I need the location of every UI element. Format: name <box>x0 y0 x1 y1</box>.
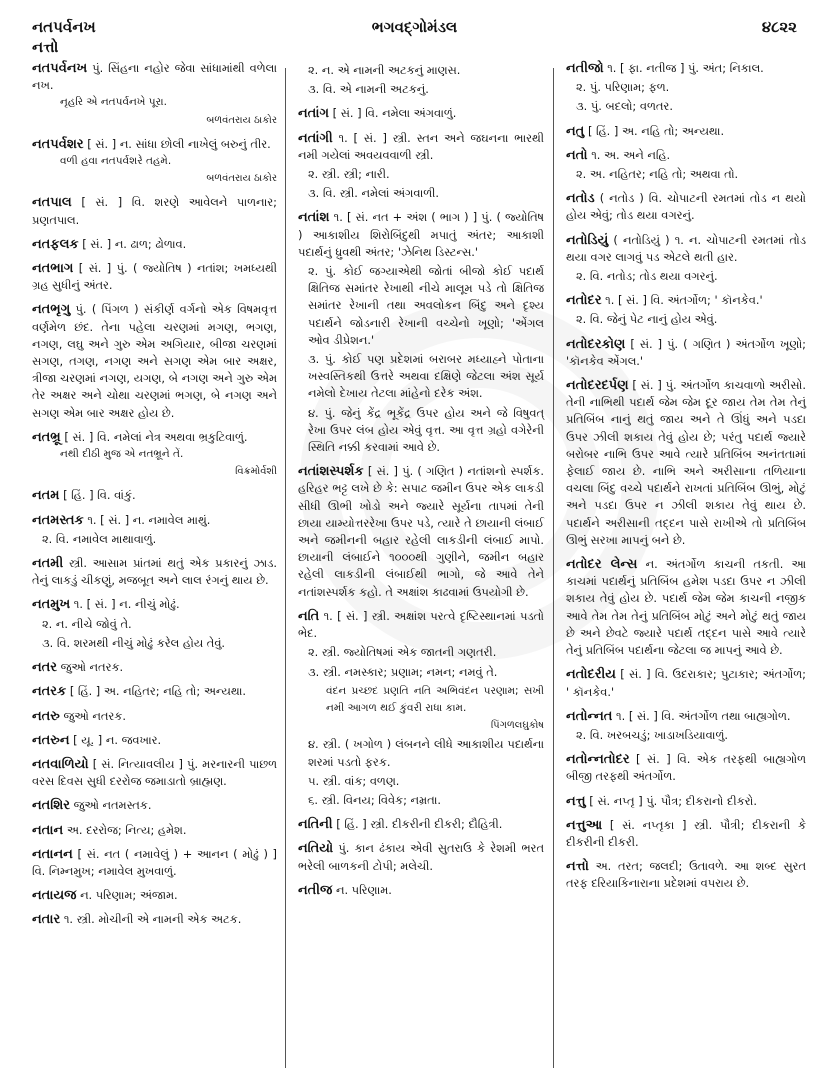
citation: પિંગળલઘુકોષ <box>490 720 544 732</box>
entry-body: [ સં. ] પું. ( ગણિત ) અંતર્ગોળ ખૂણો; 'કૉનકેવ એંગલ.' <box>566 336 806 368</box>
entry-definition <box>566 793 806 810</box>
sense: ૪. પું. જેનું કેંદ્ર ભૂકેંદ્ર ઉપર હોય અને જે વિષુવત્ રેખા ઉપર લંબ હોય એવું વૃત્ત. આ વૃત્ત ગ્રહો વગેરેની સ્થિતિ નક્કી કરવામાં આવે છે. <box>308 405 544 455</box>
entry-definition <box>566 666 806 700</box>
entry-definition <box>32 260 277 294</box>
guide-word-top: નતપર્વનખ <box>32 18 96 36</box>
entry-definition <box>32 887 277 904</box>
headword: નતોન્નત <box>566 708 613 724</box>
entry-definition <box>32 732 277 749</box>
entry-body: [ સં. ] વિ. એક તરફથી બાહ્યગોળ બીજી તરફથી અંતર્ગોળ. <box>566 752 806 784</box>
entry-body: ૧. [ સં. નત + અંશ ( ભાગ ) ] પું. ( જ્યોતિષ ) આકાશીય શિરોબિંદુથી મપાતું અંતર; આકાશી પદાર્થનું ધ્રુવથી અંતર; 'ઝેનિથ ડિસ્ટન્સ.' <box>298 210 544 259</box>
headword: નત્તો <box>566 859 589 875</box>
headword: નતવાળિયો <box>32 756 89 772</box>
entry-definition <box>566 751 806 785</box>
dictionary-entry <box>32 555 277 589</box>
entry-definition <box>32 429 277 446</box>
dictionary-entry <box>32 846 277 880</box>
dictionary-entry <box>32 756 277 790</box>
headword: નતપાલ <box>32 195 72 211</box>
entry-body: ન. અંતર્ગોળ કાચની તકતી. આ કાચમાં પદાર્થનું પ્રતિબિંબ હમેશ પડદા ઉપર ન ઝીલી શકાય તેવું હોય છે. પદાર્થ જેમ જેમ કાચની નજીક આવે તેમ તેમ તેનું પ્રતિબિંબ મોટું અને મોટું થતું જાય છે અને છેવટે જ્યારે પદાર્થ તદ્દન પાસે આવે ત્યારે તેનું પ્રતિબિંબ પદાર્થના જેટલા જ માપનું આવે છે. <box>566 557 807 658</box>
entry-body: [ સં. ] વિ. શરણે આવેલને પાળનાર; પ્રણતપાલ. <box>32 195 278 227</box>
entry-definition <box>566 336 806 370</box>
entry-body: [ સં. ] પું. અંતર્ગોળ કાચવાળો અરીસો. તેની નાભિથી પદાર્થ જેમ જેમ દૂર જાય તેમ તેમ તેનું પ્રતિબિંબ નાનું થતું જાય અને તે ઊંધું અને પડદા ઉપર ઝીલી શકાય તેવું હોય છે; પરંતુ પદાર્થ જ્યારે બરોબર નાભિ ઉપર આવે ત્યારે પ્રતિબિંબ અનંતતામાં ફેલાઈ જાય છે. નાભિ અને અરીસાના તળિયાના વચલા બિંદુ વચ્ચે પદાર્થને રાખતાં પ્રતિબિંબ ઊભું, મોટું અને પડદા ઉપર ન ઝીલી શકાય તેવું થાય છે. પદાર્થને અરીસાની તદ્દન પાસે રાખીએ તો પ્રતિબિંબ ઊભું સરખા માપનું બને છે. <box>566 378 806 547</box>
dictionary-entry <box>32 260 277 294</box>
entry-definition <box>566 292 806 309</box>
dictionary-entry <box>566 751 806 785</box>
headword: નતભ્રૂ <box>32 429 61 445</box>
entry-body: ૧. [ સં. ] ન. નીચું મોઢું. <box>73 597 180 612</box>
column-divider <box>553 68 554 1068</box>
headword: નતફલક <box>32 236 79 252</box>
dictionary-entry <box>566 292 806 328</box>
entry-body: [ હિં. ] સ્ત્રી. દીકરીની દીકરી; દૌહિત્રી. <box>336 817 503 832</box>
headword: નતોદરદર્પણ <box>566 378 629 394</box>
entry-body: [ હિં. ] અ. નહિતર; નહિ તો; અન્યથા. <box>69 684 247 699</box>
entry-body: [ સં. ] પું. ( ગણિત ) નતાંશનો સ્પર્શક. હરિહર ભટ્ટ લખે છે કે: સપાટ જમીન ઉપર એક લાકડી સીધી ઊભી ખોડો અને જ્યારે સૂર્યના તાપમાં તેની છાયા યામ્યોત્તરરેખા ઉપર પડે, ત્યારે તે છાયાની લંબાઈ અને જમીનની બહાર રહેલી લાકડીની લંબાઈ માપો. છાયાની લંબાઈને ૧૦૦૦થી ગુણીને, જમીન બહાર રહેલી લાકડીની લંબાઈથી ભાગો, જે આવે તેને નતાંશસ્પર્શક કહો. તે અક્ષાંશ કાઢવામાં ઉપયોગી છે. <box>298 464 544 599</box>
citation: બળવંતરાય ઠાકોર <box>206 114 277 126</box>
entry-body: જુઓ નતમસ્તક. <box>73 798 152 813</box>
entry-definition <box>566 147 806 164</box>
entry-body: ૧. સ્ત્રી. મોચીની એ નામની એક અટક. <box>63 912 242 927</box>
dictionary-entry <box>32 60 277 129</box>
entry-body: ૧. અ. અને નહિ. <box>591 147 671 162</box>
headword: નતિની <box>298 817 333 833</box>
sense: ૨. ન. નીચે જોવું તે. <box>42 616 132 631</box>
entry-body: પું. કાન ઢંકાય એવી સુતરાઉ કે રેશમી ભરત ભરેલી બાળકની ટોપી; મલેચી. <box>298 841 544 873</box>
headword: નતપર્વશર <box>32 136 84 152</box>
entry-definition <box>566 858 806 892</box>
headword: નતોદર <box>566 293 602 309</box>
entry-body: અ. દરરોજ; નિત્ય; હમેશ. <box>66 822 187 837</box>
sense: ૩. પું. બદલો; વળતર. <box>576 99 673 114</box>
dictionary-entry <box>566 147 806 183</box>
entry-definition <box>32 683 277 700</box>
headword: નતપર્વનખ <box>32 61 88 76</box>
sense: ૩. વિ. સ્ત્રી. નમેલાં અંગવાળી. <box>308 186 439 201</box>
citation: બળવંતરાય ઠાકોર <box>206 173 277 185</box>
entry-body: [ સં. ] વિ. ઉદરાકાર; પુટાકાર; અંતર્ગોળ; ' કૉનકેવ.' <box>566 667 807 699</box>
column-1 <box>32 60 277 936</box>
column-divider <box>285 68 286 1068</box>
headword: નતોદરીય <box>566 667 616 683</box>
dictionary-entry <box>32 136 277 188</box>
sense: ૨. વિ. નતોડ; તોડ થયા વગરનું. <box>576 269 718 284</box>
dictionary-entry <box>298 816 544 833</box>
entry-body: ૧. [ સં. ] સ્ત્રી. સ્તન અને જઘનના ભારથી નમી ગયેલાં અવયવવાળી સ્ત્રી. <box>298 130 544 162</box>
headword: નતમી <box>32 556 64 572</box>
entry-body: [ સં. ] વિ. નમેલા અંગવાળું. <box>332 106 457 121</box>
entry-definition <box>32 487 277 504</box>
column-2 <box>298 60 544 906</box>
headword: નતમસ્તક <box>32 512 84 528</box>
entry-definition <box>32 60 277 94</box>
sense: ૨. પું. કોઈ જગ્યાએથી જોતાં બીજો કોઈ પદાર્થ ક્ષિતિજ સમાંતર રેખાથી નીચે માલૂમ પડે તો ક્ષિતિજ સમાંતર રેખાની તથા અવલોકન બિંદુ અને દૃશ્ય પદાર્થને જોડનારી રેખાની વચ્ચેનો ખૂણો; 'એંગલ ઓવ ડીપ્રેશન.' <box>308 264 544 347</box>
sense: ૨. ન. એ નામની અટકનું માણસ. <box>308 63 461 77</box>
quotation: વંદન પ્રચ્છદ પ્રણતિ નતિ અભિવંદન પરણામ; સખી નમી આગળ થઈ કુંવરી રાધા કામ. <box>326 684 544 714</box>
entry-body: પું. સિંહના નહોર જેવા સાંધામાંથી વળેલા નખ. <box>32 61 277 93</box>
dictionary-entry <box>32 194 277 228</box>
entry-definition <box>566 708 806 725</box>
headword: નતાનન <box>32 846 73 862</box>
headword: નતશિર <box>32 798 70 814</box>
dictionary-entry <box>298 882 544 899</box>
entry-body: [ સં. ] ન. સાંધા છોલી નાખેલું બરુનું તીર. <box>87 136 271 151</box>
entry-body: ન. પરિણામ; અંજામ. <box>80 888 178 903</box>
entry-body: [ યૂ. ] ન. જવખાર. <box>73 732 162 747</box>
entry-body: ( નતોડિયું ) ૧. ન. ચોપાટની રમતમાં તોડ થયા વગર લાગવું પડ એટલે થતી હાર. <box>566 232 806 264</box>
dictionary-entry <box>298 608 544 809</box>
entry-body: ૧. [ સં. ] સ્ત્રી. અક્ષાંશ પરત્વે દૃષ્ટિસ્થાનમાં પડતો ભેદ. <box>298 608 544 641</box>
headword: નતીજ <box>298 882 333 898</box>
dictionary-entry <box>566 190 806 224</box>
entry-definition <box>32 555 277 589</box>
headword: નતો <box>566 147 588 163</box>
quotation: નથી દીઠી મુજ એ નતભ્રૂને તેં. <box>60 448 184 461</box>
entry-definition <box>32 659 277 676</box>
entry-body: ૧. [ ફા. નતીજ ] પું. અંત; નિકાલ. <box>607 61 764 75</box>
dictionary-entry <box>298 209 544 456</box>
entry-body: સ્ત્રી. આસામ પ્રાંતમાં થતું એક પ્રકારનું ઝાડ. તેનું લાકડું ચીકણું, મજબૂત અને લાલ રંગનું થાય છે. <box>32 556 277 588</box>
headword: નતાંગી <box>298 130 333 146</box>
headword: નતાર <box>32 912 61 928</box>
entry-definition <box>566 60 806 77</box>
page-header <box>32 18 797 54</box>
headword: નતમુખ <box>32 597 71 613</box>
entry-definition <box>566 377 806 549</box>
sense: ૩. વિ. શરમથી નીચું મોઢું કરેલ હોય તેવું. <box>42 635 226 650</box>
entry-definition <box>32 301 277 421</box>
dictionary-entry <box>32 301 277 421</box>
entry-body: પું. ( પિંગળ ) સંકીર્ણ વર્ગનો એક વિષમવૃત્ત વર્ણમેળ છંદ. તેના પહેલા ચરણમાં મગણ, ભગણ, નગણ, લઘુ અને ગુરુ એમ અગિયાર, બીજા ચરણમાં સગણ, તગણ, નગણ અને સગણ એમ બાર અક્ષર, ત્રીજા ચરણમાં નગણ, યગણ, બે નગણ અને ગુરુ એમ તેર અક્ષર અને ચોથા ચરણમાં ભગણ, બે નગણ અને સગણ એમ બાર અક્ષર હોય છે. <box>32 302 277 420</box>
entry-definition <box>298 840 544 874</box>
sense: ૩. પું. કોઈ પણ પ્રદેશમાં બરાબર મધ્યાહ્ને પોતાના ખસ્વસ્તિકથી ઉત્તરે અથવા દક્ષિણે જેટલા અંશ સૂર્ય નમેલો દેખાય તેટલા માંહેનો દરેક અંશ. <box>308 352 544 401</box>
entry-definition <box>32 797 277 814</box>
dictionary-entry <box>298 840 544 874</box>
dictionary-entry <box>566 336 806 370</box>
headword: નતર <box>32 660 58 676</box>
entry-definition <box>566 123 806 140</box>
entry-definition <box>32 512 277 529</box>
entry-body: [ હિં. ] વિ. વાંકું. <box>63 488 136 503</box>
entry-definition <box>566 232 806 266</box>
entry-body: [ સં. નિત્યાવલીય ] પું. મરનારની પાછળ વરસ દિવસ સુધી દરરોજ જમાડાતો બ્રાહ્મણ. <box>32 756 277 789</box>
entry-body: ૧. [ સં. ] વિ. અંતર્ગોળ તથા બાહ્યગોળ. <box>616 708 791 723</box>
dictionary-entry <box>566 858 806 892</box>
entry-body: અ. તરત; જલદી; ઉતાવળે. આ શબ્દ સુરત તરફ દરિયાકિનારાના પ્રદેશમાં વપરાય છે. <box>566 859 806 891</box>
sense: ૨. સ્ત્રી. સ્ત્રી; નારી. <box>308 167 390 182</box>
entry-definition <box>32 822 277 839</box>
headword: નતાંગ <box>298 106 329 122</box>
headword: નતોડિયું <box>566 232 609 248</box>
entry-definition <box>32 756 277 790</box>
dictionary-entry <box>32 822 277 839</box>
entry-definition <box>298 608 544 642</box>
entry-definition <box>32 596 277 613</box>
entry-definition <box>32 911 277 928</box>
entry-definition <box>32 136 277 153</box>
entry-definition <box>566 190 806 224</box>
headword: નતાંશ <box>298 210 330 226</box>
dictionary-entry <box>566 666 806 700</box>
dictionary-entry <box>298 62 544 98</box>
headword: નતિયો <box>298 841 334 857</box>
entry-definition <box>566 556 806 659</box>
entry-body: [ સં. નપ્તૃકા ] સ્ત્રી. પૌત્રી; દીકરાની કે દીકરીની દીકરી. <box>566 817 806 849</box>
entry-body: [ સં. ] ન. ઢાળ; ઢોળાવ. <box>82 236 187 251</box>
entry-definition <box>298 130 544 164</box>
entry-body: [ સં. ] પું. ( જ્યોતિષ ) નતાંશ; ખમધ્યથી ગ્રહ સુધીનું અંતર. <box>32 261 277 293</box>
sense: ૩. સ્ત્રી. નમસ્કાર; પ્રણામ; નમન; નમવું તે. <box>308 664 498 679</box>
dictionary-entry <box>298 130 544 203</box>
dictionary-entry <box>32 887 277 904</box>
entry-body: [ સં. નપ્તૃ ] પું. પૌત્ર; દીકરાનો દીકરો. <box>589 793 757 808</box>
entry-definition <box>566 817 806 851</box>
quotation: વળી હવા નતપર્વશરે તહમે. <box>60 155 172 168</box>
entry-body: જુઓ નતરક. <box>63 708 126 723</box>
entry-body: ૧. [ સં. ] ન. નમાવેલ માથું. <box>87 512 211 527</box>
citation: વિક્રમોર્વશી <box>235 466 277 478</box>
dictionary-entry <box>566 60 806 116</box>
dictionary-entry <box>32 512 277 548</box>
headword: નતોન્નતોદર <box>566 752 630 768</box>
sense: ૨. વિ. ખરબચડું; ખાડાખડિયાવાળું. <box>576 727 728 742</box>
entry-body: [ સં. ] વિ. નમેલાં નેત્ર અથવા ભ્રકુટિવાળું. <box>64 429 248 444</box>
headword: નતીજો <box>566 61 604 76</box>
headword: નતાંશસ્પર્શક <box>298 464 364 480</box>
entry-body: ન. પરિણામ. <box>335 882 392 897</box>
dictionary-entry <box>566 817 806 851</box>
entry-definition <box>298 105 544 122</box>
dictionary-entry <box>32 429 277 481</box>
headword: નતાન <box>32 822 64 838</box>
dictionary-entry <box>566 556 806 659</box>
sense: ૨. સ્ત્રી. જ્યોતિષમાં એક જાતની ગણતરી. <box>308 645 497 660</box>
entry-body: [ હિં. ] અ. નહિ તો; અન્યથા. <box>587 123 725 138</box>
dictionary-entry <box>566 708 806 744</box>
headword: નત્તુઆ <box>566 817 603 833</box>
entry-definition <box>32 846 277 880</box>
quotation: નૃહરિ એ નતપર્વનખે પૂરા. <box>60 96 167 109</box>
entry-definition <box>32 236 277 253</box>
headword: નતાયજ <box>32 888 77 904</box>
entry-body: જુઓ નતરક. <box>60 660 124 675</box>
dictionary-entry <box>32 659 277 676</box>
dictionary-entry <box>32 732 277 749</box>
headword: નતમ <box>32 488 60 504</box>
sense: ૩. વિ. એ નામની અટકનું. <box>308 82 429 97</box>
entry-body: ( નતોડ ) વિ. ચોપાટની રમતમાં તોડ ન થયો હોય એવું; તોડ થયા વગરનું. <box>566 191 806 223</box>
dictionary-entry <box>566 123 806 140</box>
headword: નતુ <box>566 123 585 139</box>
headword: નતભાગ <box>32 261 74 277</box>
sense: ૨. વિ. જેનું પેટ નાનું હોય એવું. <box>576 312 718 327</box>
headword: નતોદર લેન્સ <box>566 557 638 573</box>
dictionary-entry <box>566 232 806 286</box>
entry-definition <box>32 708 277 725</box>
dictionary-entry <box>32 683 277 700</box>
dictionary-entry <box>566 377 806 549</box>
dictionary-entry <box>32 797 277 814</box>
dictionary-entry <box>298 463 544 601</box>
dictionary-entry <box>566 793 806 810</box>
entry-definition <box>298 882 544 899</box>
dictionary-entry <box>32 487 277 504</box>
headword: નત્તુ <box>566 793 586 809</box>
guide-word-bottom: નત્તો <box>32 38 59 56</box>
headword: નતરુન <box>32 732 70 748</box>
entry-definition <box>298 209 544 261</box>
dictionary-entry <box>32 596 277 652</box>
dictionary-entry <box>32 911 277 928</box>
entry-definition <box>298 463 544 601</box>
headword: નતોડ <box>566 191 595 207</box>
entry-body: [ સં. નત ( નમાવેલું ) + આનન ( મોઢું ) ] વિ. નિમ્નમુખ; નમાવેલ મુખવાળું. <box>32 846 277 878</box>
sense: ૨. વિ. નમાવેલ માથાવાળું. <box>42 531 157 546</box>
sense: ૨. પું. પરિણામ; ફળ. <box>576 80 670 95</box>
headword: નતોદરકોણ <box>566 336 626 352</box>
sense: ૬. સ્ત્રી. વિનય; વિવેક; નમ્રતા. <box>308 792 442 807</box>
headword: નતરુ <box>32 708 60 724</box>
headword: નતિ <box>298 608 320 624</box>
entry-body: ૧. [ સં. ] વિ. અંતર્ગોળ; ' કૉનકેવ.' <box>605 293 763 308</box>
headword: નતભૃગુ <box>32 302 71 318</box>
sense: ૨. અ. નહિતર; નહિ તો; અથવા તો. <box>576 167 739 182</box>
headword: નતરક <box>32 684 67 700</box>
dictionary-entry <box>32 236 277 253</box>
page-number: ૪૮૨૨ <box>761 18 797 36</box>
sense: ૫. સ્ત્રી. વાંક; વળણ. <box>308 773 400 788</box>
entry-definition <box>32 194 277 228</box>
dictionary-entry <box>32 708 277 725</box>
sense: ૪. સ્ત્રી. ( ખગોળ ) લંબનને લીધે આકાશીય પદાર્થના શરમાં પડતો ફરક. <box>308 737 544 769</box>
column-3 <box>566 60 806 900</box>
book-title: ભગવદ્ગોમંડલ <box>371 18 458 36</box>
dictionary-entry <box>298 105 544 122</box>
entry-definition <box>298 816 544 833</box>
